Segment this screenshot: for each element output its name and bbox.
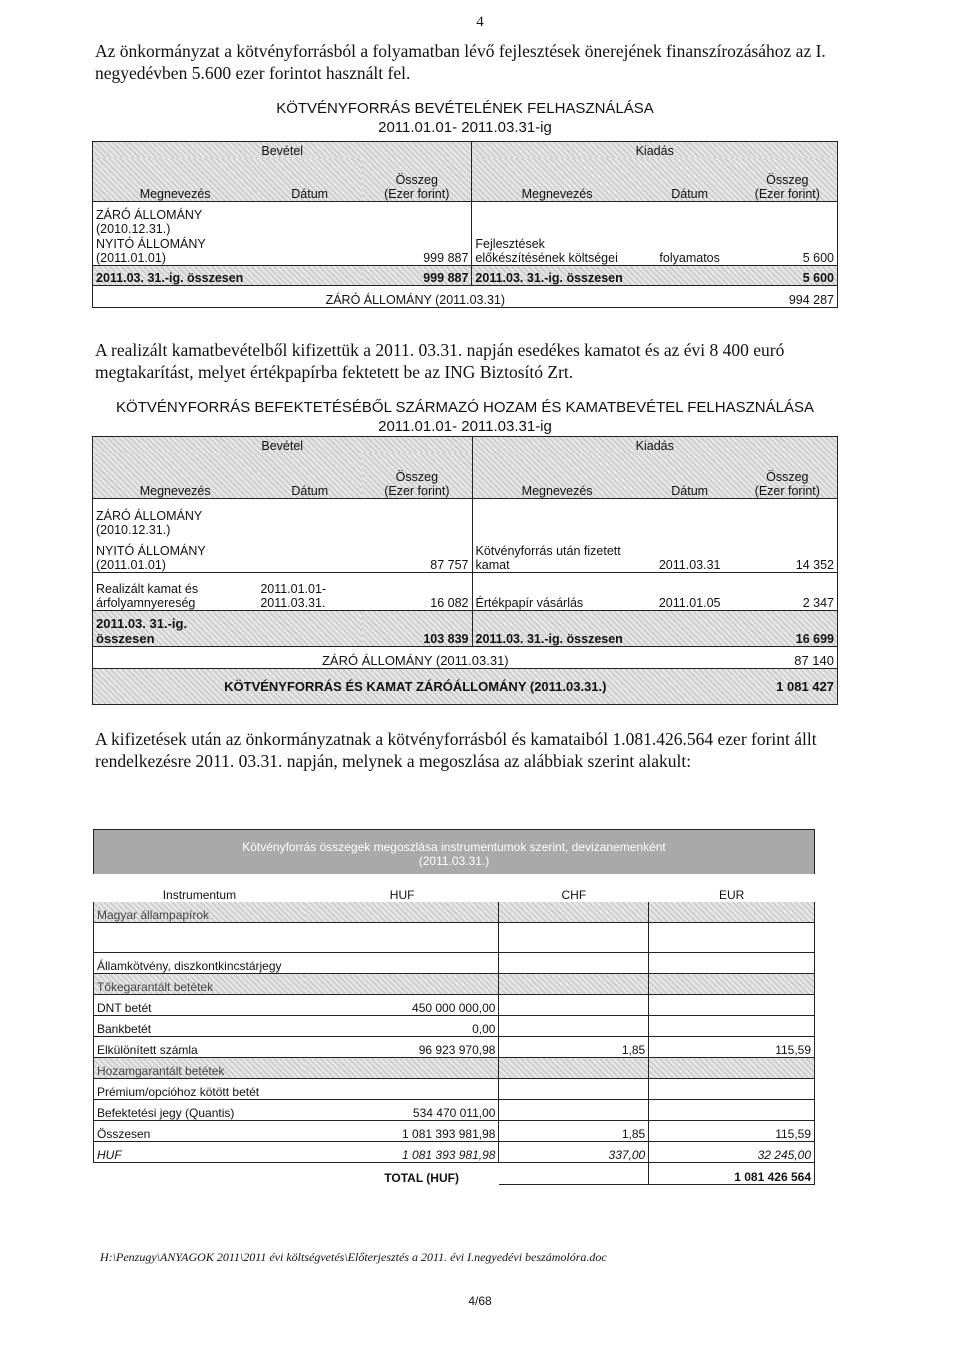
col-sum-header-line2: (Ezer forint) <box>384 484 450 498</box>
page-counter: 4/68 <box>468 1294 492 1308</box>
breakdown-cell-label: Államkötvény, diszkontkincstárjegy <box>94 953 306 974</box>
breakdown-cell-chf <box>499 923 649 953</box>
breakdown-cell-eur <box>649 923 815 953</box>
breakdown-row <box>94 1079 815 1100</box>
breakdown-cell-huf: 534 470 011,00 <box>305 1100 499 1121</box>
table2-title-line1: KÖTVÉNYFORRÁS BEFEKTETÉSÉBŐL SZÁRMAZÓ HOZAM ÉS KAMATBEVÉTEL FELHASZNÁLÁSA <box>116 399 814 416</box>
row-realized-interest-line1: Realizált kamat és <box>96 582 199 596</box>
row-closing-prev-line1: ZÁRÓ ÁLLOMÁNY <box>96 508 203 523</box>
row-securities-purchase-date: 2011.01.05 <box>642 573 738 611</box>
breakdown-cell-eur <box>649 995 815 1016</box>
breakdown-cell-chf <box>499 1058 649 1079</box>
table2-title <box>90 398 840 436</box>
row-opening-line1: NYITÓ ÁLLOMÁNY <box>96 544 206 558</box>
table1-title <box>90 99 840 137</box>
row-opening <box>93 537 258 573</box>
row-total-income-line2: összesen <box>96 631 155 646</box>
table1-title-line2: 2011.01.01- 2011.03.31-ig <box>378 119 552 136</box>
breakdown-cell-huf <box>305 953 499 974</box>
breakdown-cell-label: Prémium/opcióhoz kötött betét <box>94 1079 306 1100</box>
breakdown-cell-label: DNT betét <box>94 995 306 1016</box>
breakdown-cell-chf: 337,00 <box>499 1142 649 1163</box>
col-name-header: Megnevezés <box>93 453 258 499</box>
row-opening <box>93 236 258 266</box>
breakdown-row <box>94 1016 815 1037</box>
row-closing-prev-line2: (2010.12.31.) <box>96 221 171 236</box>
income-header: Bevétel <box>93 142 472 158</box>
row-realized-interest-date-line1: 2011.01.01- <box>260 582 327 596</box>
breakdown-cell-chf: 1,85 <box>499 1121 649 1142</box>
col-exp-date-header: Dátum <box>642 453 738 499</box>
interest-paragraph: A realizált kamatbevételből kifizettük a 2011. 03.31. napján esedékes kamatot és az évi 8 400 euró megtakarítást, melyet értékpapírba fektetett be az ING Biztosító Zrt. <box>95 340 785 382</box>
breakdown-cell-huf: 1 081 393 981,98 <box>305 1121 499 1142</box>
breakdown-cell-eur <box>649 1079 815 1100</box>
breakdown-cell-label: Befektetési jegy (Quantis) <box>94 1100 306 1121</box>
col-exp-sum-header-line2: (Ezer forint) <box>754 187 820 201</box>
row-total-income: 2011.03. 31.-ig. összesen <box>93 266 363 286</box>
col-date-header: Dátum <box>257 158 362 202</box>
file-path-footer: H:\Penzugy\ANYAGOK 2011\2011 évi költségvetés\Előterjesztés a 2011. évi I.negyedévi beszámolóra.doc <box>100 1250 607 1264</box>
breakdown-cell-huf: 96 923 970,98 <box>305 1037 499 1058</box>
row-total-income-value: 999 887 <box>362 266 472 286</box>
breakdown-cell-label: Bankbetét <box>94 1016 306 1037</box>
breakdown-row <box>94 1121 815 1142</box>
row-opening-value: 999 887 <box>362 236 472 266</box>
row-grand-closing-value: 1 081 427 <box>738 669 838 705</box>
breakdown-cell-eur: 32 245,00 <box>649 1142 815 1163</box>
breakdown-cell-label: Összesen <box>94 1121 306 1142</box>
breakdown-cell-label: HUF <box>94 1142 306 1163</box>
table2-title-line2: 2011.01.01- 2011.03.31-ig <box>378 418 552 435</box>
breakdown-cell-chf <box>499 974 649 995</box>
breakdown-banner: Kötvényforrás összegek megoszlása instrumentumok szerint, devizanemenként <box>94 830 815 854</box>
col-exp-sum-header-line1: Összeg <box>766 173 809 187</box>
breakdown-cell-chf <box>499 902 649 923</box>
breakdown-cell-eur: 115,59 <box>649 1037 815 1058</box>
col-name-header: Megnevezés <box>93 158 258 202</box>
total-huf-value: 1 081 426 564 <box>649 1163 815 1185</box>
row-dev-expense <box>472 236 642 266</box>
row-dev-expense-line2: előkészítésének költségei <box>475 251 618 265</box>
row-closing-prev <box>93 499 258 537</box>
breakdown-cell-label <box>94 923 306 953</box>
row-closing-value: 87 140 <box>738 647 838 669</box>
col-exp-name-header: Megnevezés <box>472 453 642 499</box>
row-total-income-line1: 2011.03. 31.-ig. <box>96 616 188 631</box>
col-date-header: Dátum <box>257 453 362 499</box>
row-closing-prev <box>93 202 258 236</box>
col-sum-header <box>362 453 472 499</box>
breakdown-cell-eur <box>649 953 815 974</box>
row-total-expense: 2011.03. 31.-ig. összesen <box>472 611 738 647</box>
row-grand-closing: KÖTVÉNYFORRÁS ÉS KAMAT ZÁRÓÁLLOMÁNY (2011.03.31.) <box>93 669 738 705</box>
row-opening-value: 87 757 <box>362 537 472 573</box>
table1-title-line1: KÖTVÉNYFORRÁS BEVÉTELÉNEK FELHASZNÁLÁSA <box>276 100 654 117</box>
income-header: Bevétel <box>93 437 473 453</box>
row-closing-prev-line2: (2010.12.31.) <box>96 522 171 537</box>
col-exp-name-header: Megnevezés <box>472 158 642 202</box>
interest-usage-table <box>92 436 838 705</box>
expense-header: Kiadás <box>472 437 838 453</box>
row-closing: ZÁRÓ ÁLLOMÁNY (2011.03.31) <box>93 286 738 308</box>
breakdown-row <box>94 1037 815 1058</box>
col-sum-header-line2: (Ezer forint) <box>384 187 450 201</box>
breakdown-cell-huf: 1 081 393 981,98 <box>305 1142 499 1163</box>
breakdown-cell-chf <box>499 1079 649 1100</box>
breakdown-cell-huf: 0,00 <box>305 1016 499 1037</box>
row-dev-expense-value: 5 600 <box>738 236 838 266</box>
col-huf-header: HUF <box>389 887 415 902</box>
row-realized-interest-value: 16 082 <box>362 573 472 611</box>
breakdown-cell-chf <box>499 1016 649 1037</box>
page-number: 4 <box>476 14 484 30</box>
breakdown-banner-date: (2011.03.31.) <box>94 854 815 874</box>
col-exp-sum-header <box>738 158 838 202</box>
row-total-income-value: 103 839 <box>362 611 472 647</box>
breakdown-cell-huf <box>305 923 499 953</box>
breakdown-row <box>94 923 815 953</box>
breakdown-row <box>94 995 815 1016</box>
col-exp-date-header: Dátum <box>642 158 738 202</box>
breakdown-row <box>94 1142 815 1163</box>
row-opening-line2: (2011.01.01) <box>96 251 166 265</box>
breakdown-cell-huf <box>305 1079 499 1100</box>
breakdown-cell-label: Magyar állampapírok <box>94 902 306 923</box>
breakdown-cell-eur <box>649 974 815 995</box>
breakdown-cell-chf: 1,85 <box>499 1037 649 1058</box>
row-total-expense: 2011.03. 31.-ig. összesen <box>472 266 738 286</box>
row-dev-expense-date: folyamatos <box>642 236 738 266</box>
row-opening-line1: NYITÓ ÁLLOMÁNY <box>96 237 206 251</box>
breakdown-cell-label: Tőkegarantált betétek <box>94 974 306 995</box>
col-exp-sum-header <box>738 453 838 499</box>
breakdown-cell-huf <box>305 974 499 995</box>
breakdown-cell-eur <box>649 1058 815 1079</box>
breakdown-cell-huf <box>305 902 499 923</box>
breakdown-cell-eur <box>649 1016 815 1037</box>
breakdown-cell-chf <box>499 1100 649 1121</box>
breakdown-cell-huf <box>305 1058 499 1079</box>
col-eur-header: EUR <box>718 887 745 902</box>
col-sum-header-line1: Összeg <box>395 173 438 187</box>
breakdown-row <box>94 974 815 995</box>
row-securities-purchase: Értékpapír vásárlás <box>472 573 642 611</box>
row-total-expense-value: 5 600 <box>738 266 838 286</box>
row-realized-interest-date <box>257 573 362 611</box>
summary-paragraph: A kifizetések után az önkormányzatnak a kötvényforrásból és kamataiból 1.081.426.564 ezer forint állt rendelkezésre 2011. 03.31. napján, melynek a megoszlása az alábbiak szerint alakult: <box>95 729 817 771</box>
col-instrument-header: Instrumentum <box>162 887 237 902</box>
row-realized-interest-line2: árfolyamnyereség <box>96 596 196 610</box>
col-exp-sum-header-line1: Összeg <box>766 470 809 484</box>
row-interest-paid <box>472 537 642 573</box>
breakdown-cell-eur <box>649 902 815 923</box>
breakdown-cell-eur <box>649 1100 815 1121</box>
row-closing-prev-line1: ZÁRÓ ÁLLOMÁNY <box>96 207 203 222</box>
breakdown-cell-label: Hozamgarantált betétek <box>94 1058 306 1079</box>
row-interest-paid-date: 2011.03.31 <box>642 537 738 573</box>
row-total-expense-value: 16 699 <box>738 611 838 647</box>
breakdown-cell-huf: 450 000 000,00 <box>305 995 499 1016</box>
col-sum-header <box>362 158 472 202</box>
total-huf-label: TOTAL (HUF) <box>384 1170 459 1185</box>
instrument-breakdown-table <box>93 829 815 1185</box>
row-realized-interest-date-line2: 2011.03.31. <box>260 596 326 610</box>
row-interest-paid-value: 14 352 <box>738 537 838 573</box>
intro-paragraph: Az önkormányzat a kötvényforrásból a folyamatban lévő fejlesztések önerejének finanszírozásához az I. negyedévben 5.600 ezer forintot használt fel. <box>95 41 826 83</box>
row-interest-paid-line1: Kötvényforrás után fizetett <box>475 544 621 558</box>
bond-usage-table <box>92 141 838 308</box>
row-interest-paid-line2: kamat <box>475 558 510 572</box>
row-total-income <box>93 611 258 647</box>
row-realized-interest <box>93 573 258 611</box>
col-chf-header: CHF <box>561 887 587 902</box>
row-closing-value: 994 287 <box>738 286 838 308</box>
row-securities-purchase-value: 2 347 <box>738 573 838 611</box>
breakdown-cell-chf <box>499 953 649 974</box>
breakdown-row <box>94 1058 815 1079</box>
row-opening-line2: (2011.01.01) <box>96 558 166 572</box>
breakdown-row <box>94 902 815 923</box>
col-sum-header-line1: Összeg <box>395 470 439 484</box>
expense-header: Kiadás <box>472 142 838 158</box>
col-exp-sum-header-line2: (Ezer forint) <box>754 484 820 498</box>
breakdown-row <box>94 953 815 974</box>
breakdown-row <box>94 1100 815 1121</box>
row-closing: ZÁRÓ ÁLLOMÁNY (2011.03.31) <box>93 647 738 669</box>
breakdown-cell-eur: 115,59 <box>649 1121 815 1142</box>
breakdown-cell-chf <box>499 995 649 1016</box>
breakdown-cell-label: Elkülönített számla <box>94 1037 306 1058</box>
row-dev-expense-line1: Fejlesztések <box>475 237 545 251</box>
